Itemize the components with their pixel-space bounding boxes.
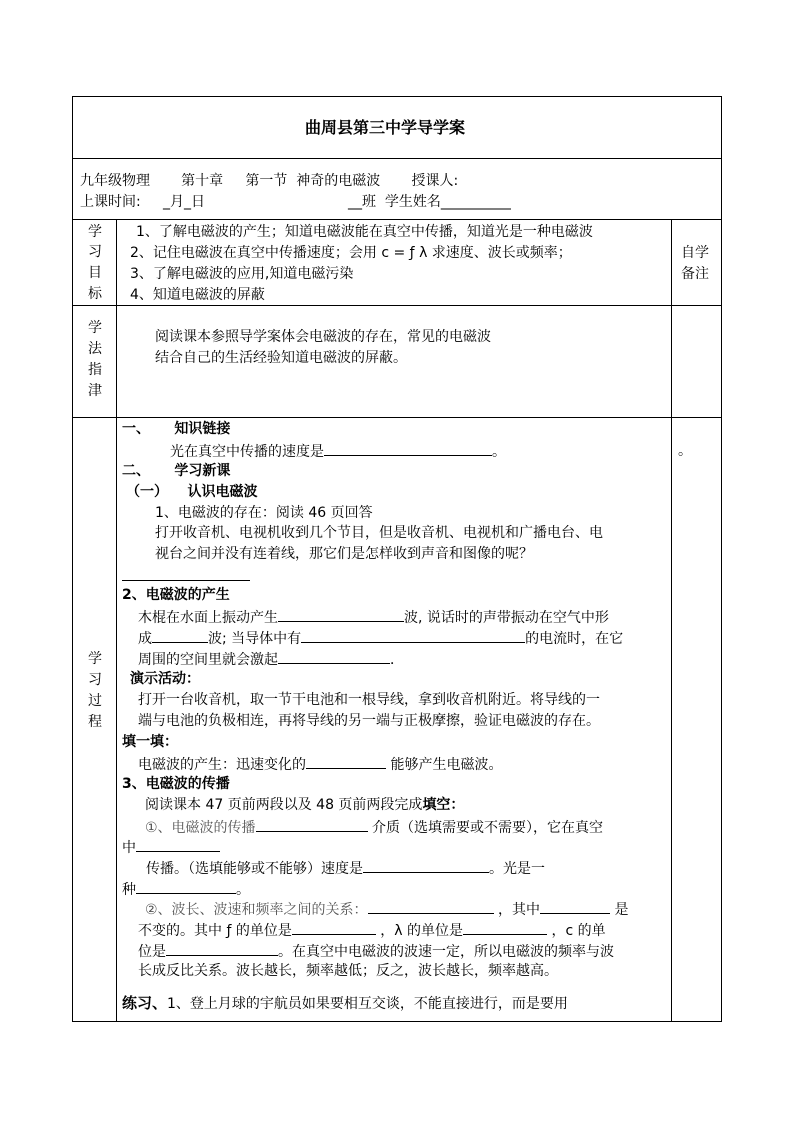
text: 。 <box>236 882 250 898</box>
line-existence: 1、电磁波的存在：阅读 46 页回答 <box>155 505 373 521</box>
text: ，c 的单 <box>547 923 606 939</box>
table-rule-info <box>72 219 722 220</box>
method-label-1: 学 <box>88 320 102 336</box>
line-relationship-1 <box>145 898 628 920</box>
line-radio-question-1: 打开收音机、电视机收到几个节目，但是收音机、电视机和广播电台、电 <box>155 525 603 541</box>
line-production-2 <box>138 627 623 649</box>
line-light-speed <box>170 440 506 462</box>
blank <box>152 627 208 643</box>
text: 光在真空中传播的速度是 <box>170 444 324 460</box>
blank <box>136 836 220 852</box>
line-fill <box>138 753 502 775</box>
text: ①、电磁波的传播 <box>145 820 256 836</box>
heading-demo: 演示活动： <box>130 671 200 687</box>
table-border-top <box>72 96 722 97</box>
line-propagation-1 <box>145 816 603 838</box>
line-production-3 <box>138 648 404 670</box>
notes-label-2: 备注 <box>681 266 709 282</box>
blank <box>256 816 368 832</box>
process-label-3: 过 <box>88 693 102 709</box>
method-line-1: 阅读课本参照导学案体会电磁波的存在，常见的电磁波 <box>155 329 491 345</box>
line-demo-2: 端与电池的负极相连，再将导线的另一端与正极摩擦，验证电磁波的存在。 <box>138 713 600 729</box>
line-demo-1: 打开一台收音机，取一节干电池和一根导线，拿到收音机附近。将导线的一 <box>138 692 600 708</box>
text: ，其中 <box>493 902 541 918</box>
line-practice <box>122 993 568 1014</box>
text: 能够产生电磁波。 <box>386 757 503 773</box>
student-name: __班 学生姓名__________ <box>348 194 511 210</box>
table-rule-goals <box>72 305 722 306</box>
process-label-4: 程 <box>88 714 102 730</box>
blank <box>540 898 610 914</box>
line-radio-question-2: 视台之间并没有连着线，那它们是怎样收到声音和图像的呢？ <box>155 546 533 562</box>
blank <box>278 606 404 622</box>
text: 位是 <box>138 944 166 960</box>
text: 波; 当导体中有 <box>208 631 302 647</box>
table-rule-title <box>72 158 722 159</box>
goal-item-3: 3、了解电磁波的应用,知道电磁污染 <box>130 266 354 282</box>
blank <box>324 440 492 456</box>
text: 周围的空间里就会激起 <box>138 652 278 668</box>
line-relationship-2 <box>138 919 606 941</box>
process-label-1: 学 <box>88 651 102 667</box>
course-info: 九年级物理 第十章 第一节 神奇的电磁波 授课人: <box>80 173 459 189</box>
text: 种 <box>122 882 136 898</box>
goal-item-4: 4、知道电磁波的屏蔽 <box>130 287 265 303</box>
table-border-right <box>721 96 722 1022</box>
heading-know-em-wave: （一） 认识电磁波 <box>126 484 258 500</box>
heading-new-lesson: 二、 学习新课 <box>122 463 231 479</box>
text: ，λ 的单位是 <box>375 923 464 939</box>
text: 中 <box>122 840 136 856</box>
method-label-4: 津 <box>88 383 102 399</box>
blank <box>306 753 386 769</box>
class-time: 上课时间: _月_日 <box>80 194 205 210</box>
goal-item-1: 1、了解电磁波的产生；知道电磁波能在真空中传播，知道光是一种电磁波 <box>136 224 593 240</box>
method-label-2: 法 <box>88 341 102 357</box>
table-border-left <box>72 96 73 1022</box>
text: 填空： <box>422 797 465 813</box>
text: 。 <box>492 444 506 460</box>
text: ． <box>390 652 404 668</box>
text: 成 <box>138 631 152 647</box>
line-relationship-4: 长成反比关系。波长越长，频率越低；反之，波长越长，频率越高。 <box>138 963 558 979</box>
text: 传播。（选填能够或不能够）速度是 <box>146 861 363 877</box>
table-col-label <box>116 219 117 1022</box>
goals-label-4: 标 <box>88 286 102 302</box>
answer-line <box>122 580 250 581</box>
goals-label-2: 习 <box>88 244 102 260</box>
text: 介质（选填需要或不需要），它在真空 <box>367 820 604 836</box>
blank <box>136 878 236 894</box>
text: 电磁波的产生：迅速变化的 <box>138 757 306 773</box>
notes-label-1: 自学 <box>681 245 709 261</box>
line-relationship-3 <box>138 940 614 962</box>
text: 是 <box>610 902 629 918</box>
goal-item-2: 2、记住电磁波在真空中传播速度；会用 c = ƒ λ 求速度、波长或频率； <box>130 245 572 261</box>
table-col-notes <box>671 219 672 1022</box>
line-propagation-2 <box>122 836 220 858</box>
line-propagation-3 <box>146 857 545 879</box>
line-read-pages <box>145 795 464 815</box>
blank <box>363 857 489 873</box>
notes-mark: 。 <box>678 443 692 459</box>
process-label-2: 习 <box>88 672 102 688</box>
table-rule-method <box>72 417 722 418</box>
heading-fill: 填一填： <box>122 734 178 750</box>
method-line-2: 结合自己的生活经验知道电磁波的屏蔽。 <box>155 350 407 366</box>
heading-em-production: 2、电磁波的产生 <box>122 587 230 603</box>
heading-em-propagation: 3、电磁波的传播 <box>122 776 230 792</box>
blank <box>368 898 494 914</box>
page-title: 曲周县第三中学导学案 <box>305 118 466 137</box>
text: 的电流时，在它 <box>525 631 624 647</box>
blank <box>278 648 390 664</box>
blank <box>292 919 376 935</box>
heading-knowledge-link: 一、 知识链接 <box>122 421 231 437</box>
text: 阅读课本 47 页前两段以及 48 页前两段完成 <box>145 797 423 813</box>
text: 。在真空中电磁波的波速一定，所以电磁波的频率与波 <box>278 944 614 960</box>
practice-label: 练习、 <box>122 994 168 1012</box>
goals-label-1: 学 <box>88 224 102 240</box>
method-label-3: 指 <box>88 362 102 378</box>
text: 1、登上月球的宇航员如果要相互交谈，不能直接进行，而是要用 <box>167 996 568 1012</box>
table-border-bottom <box>72 1021 722 1022</box>
blank <box>166 940 278 956</box>
blank <box>301 627 525 643</box>
blank <box>463 919 547 935</box>
line-propagation-4 <box>122 878 250 900</box>
text: 波, 说话时的声带振动在空气中形 <box>404 610 609 626</box>
text: 不变的。其中 ƒ 的单位是 <box>138 923 292 939</box>
text: ②、波长、波速和频率之间的关系： <box>145 902 368 918</box>
text: 。光是一 <box>489 861 545 877</box>
line-production-1 <box>138 606 609 628</box>
goals-label-3: 目 <box>88 265 102 281</box>
text: 木棍在水面上振动产生 <box>138 610 278 626</box>
